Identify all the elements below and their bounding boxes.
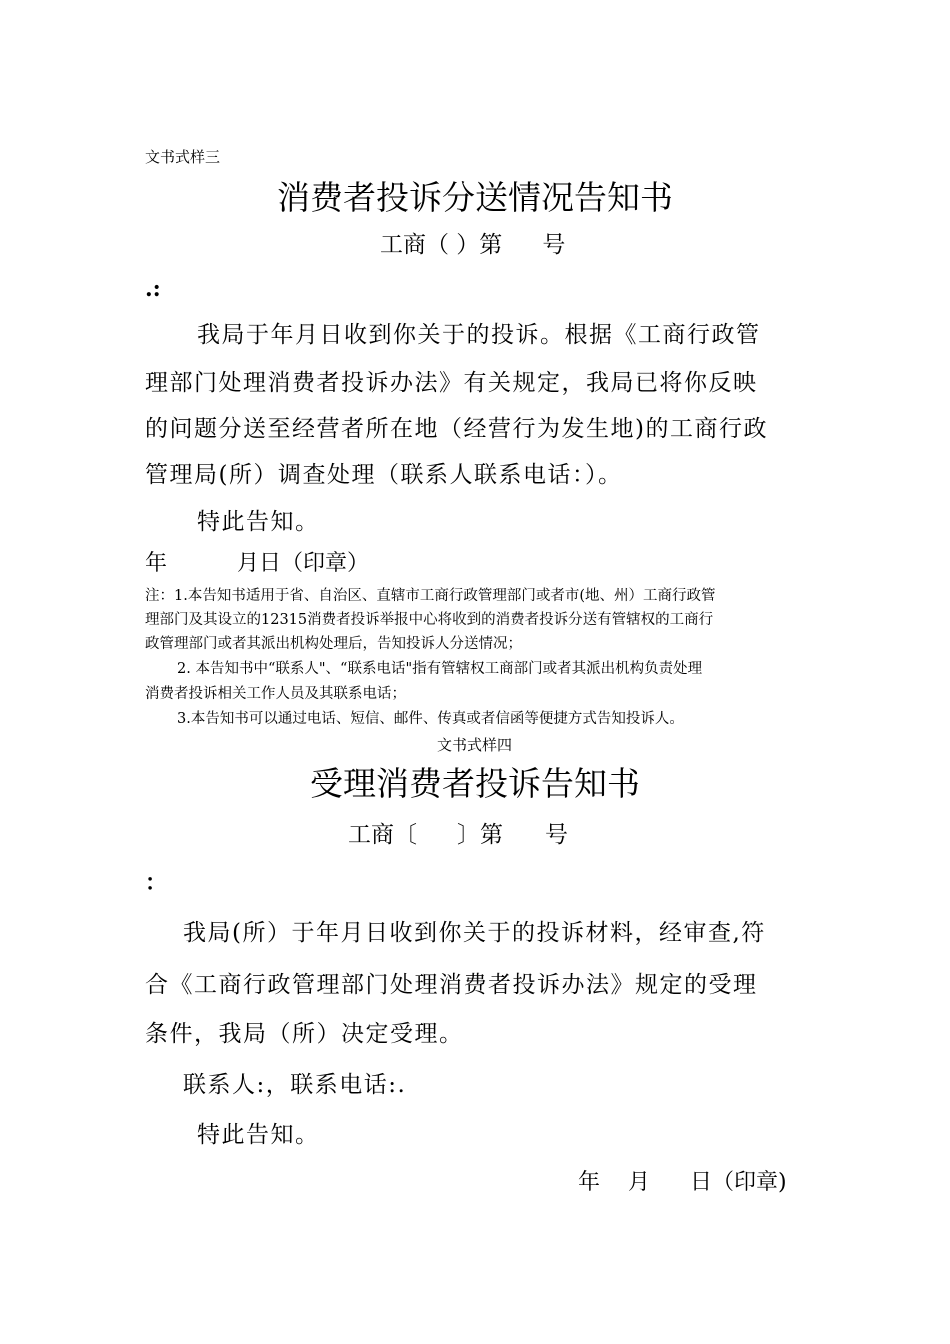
doc3-number-suffix: 号	[542, 232, 566, 258]
doc4-number-suffix: 号	[545, 822, 568, 848]
doc3-note-line: 消费者投诉相关工作人员及其联系电话；	[145, 686, 406, 702]
doc4-number-prefix: 工商〔	[348, 822, 417, 848]
doc3-note-line: 注：1.本告知书适用于省、自治区、直辖市工商行政管理部门或者市(地、州）工商行政管	[145, 588, 716, 604]
doc3-notice: 特此告知。	[197, 509, 320, 535]
doc3-body-line: 我局于年月日收到你关于的投诉。根据《工商行政管	[197, 322, 761, 348]
doc3-salutation: .:	[145, 276, 161, 302]
doc3-body-line: 的问题分送至经营者所在地（经营行为发生地)的工商行政	[145, 416, 768, 442]
doc3-sign-year: 年	[145, 551, 168, 576]
doc3-title: 消费者投诉分送情况告知书	[277, 178, 673, 217]
doc3-number	[380, 226, 565, 259]
doc3-note-line: 2. 本告知书中“联系人"、“联系电话"指有管辖权工商部门或者其派出机构负责处理	[177, 661, 703, 677]
doc3-sign-rest: 月日（印章）	[237, 551, 370, 576]
doc4-number-middle: 〕第	[457, 822, 503, 848]
doc3-note-line: 理部门及其设立的12315消费者投诉举报中心将收到的消费者投诉分送有管辖权的工商行	[145, 612, 714, 628]
doc4-notice: 特此告知。	[197, 1122, 320, 1148]
sample-label-3: 文书式样三	[145, 148, 221, 166]
doc3-number-prefix: 工商（ ）第	[380, 232, 503, 258]
doc4-contact: 联系人:，联系电话:.	[183, 1072, 407, 1098]
doc3-body-line: 理部门处理消费者投诉办法》有关规定，我局已将你反映	[145, 370, 758, 396]
doc4-title: 受理消费者投诉告知书	[310, 764, 640, 803]
sample-label-4: 文书式样四	[437, 736, 513, 754]
doc4-sign-year: 年	[578, 1170, 601, 1195]
doc3-note-line: 政管理部门或者其派出机构处理后，告知投诉人分送情况；	[145, 636, 522, 652]
doc4-signature	[578, 1165, 787, 1196]
doc3-note-line: 3.本告知书可以通过电话、短信、邮件、传真或者信函等便捷方式告知投诉人。	[177, 711, 684, 727]
doc3-body-line: 管理局(所）调查处理（联系人联系电话：）。	[145, 462, 623, 488]
doc4-body-line: 我局(所）于年月日收到你关于的投诉材料，经审查,符	[183, 920, 766, 946]
doc4-sign-month: 月	[628, 1170, 651, 1195]
doc4-salutation: ：	[145, 870, 168, 896]
doc4-number	[348, 816, 568, 849]
doc4-body-line: 条件，我局（所）决定受理。	[145, 1021, 464, 1047]
doc4-sign-day: 日（印章)	[690, 1170, 787, 1195]
doc4-body-line: 合《工商行政管理部门处理消费者投诉办法》规定的受理	[145, 972, 758, 998]
doc3-signature	[145, 546, 369, 577]
